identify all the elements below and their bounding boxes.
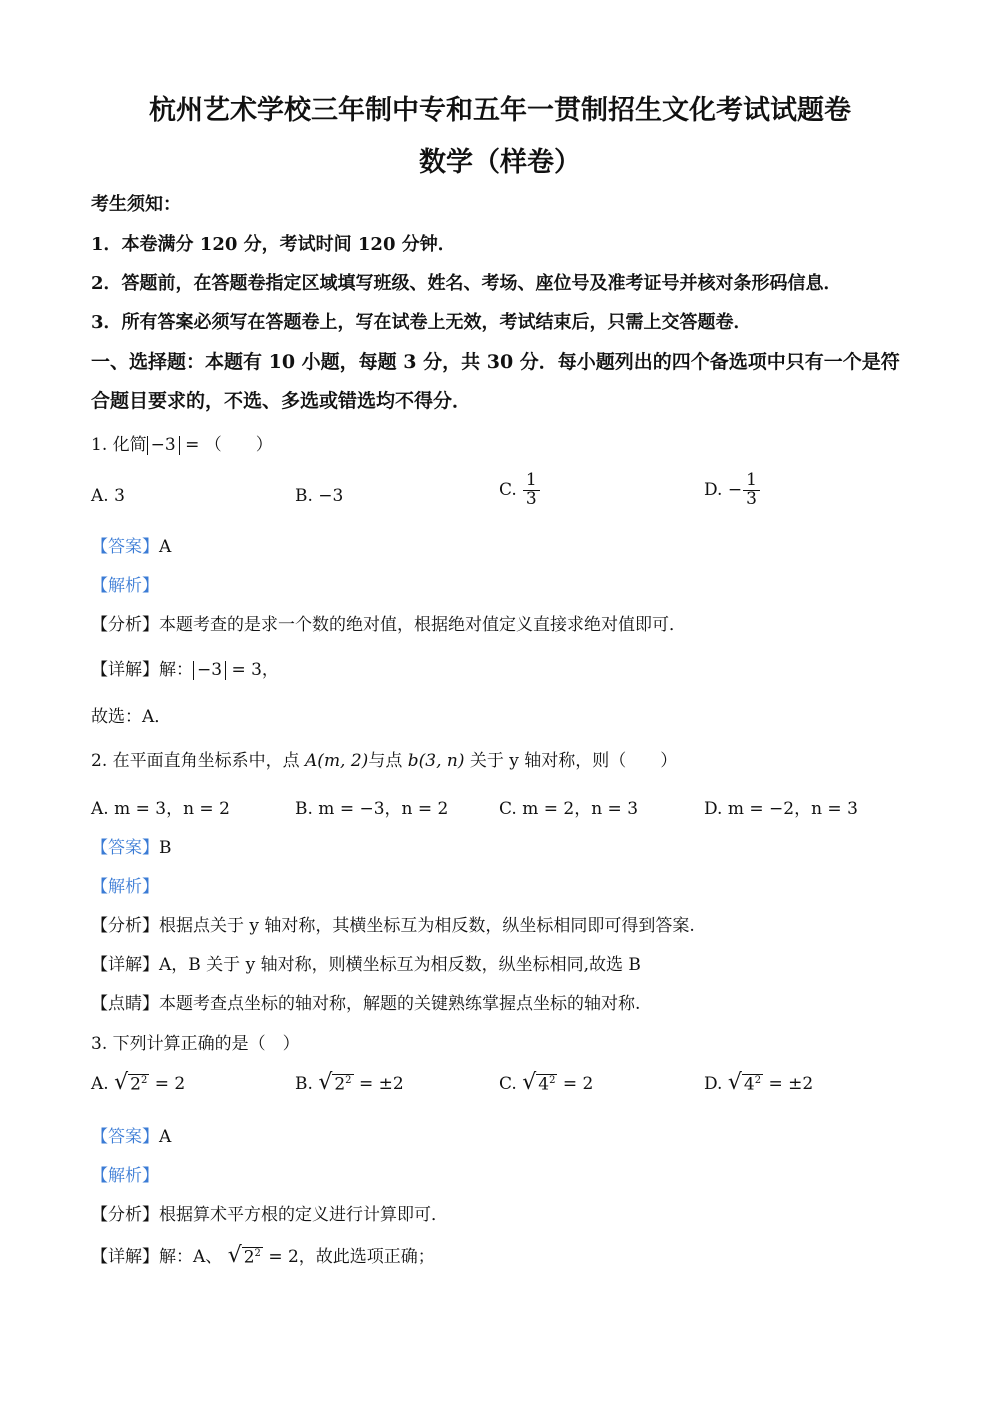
q2-option-b: B. m = −3，n = 2 [295, 799, 449, 819]
q2-explain [91, 872, 159, 897]
q1-conclusion: 故选：A． [91, 707, 172, 727]
q3-option-a-base: 2 [130, 1074, 141, 1095]
sqrt-icon: √ $2^2$ [114, 1070, 148, 1095]
q1-option-a: A. 3 [91, 486, 125, 506]
q3-option-b [295, 1072, 404, 1094]
q1-explain [91, 571, 159, 596]
q3-option-a [91, 1072, 185, 1094]
q1-option-c-label: C. [499, 479, 517, 500]
q1-detail [91, 655, 279, 680]
q1-equals: = [185, 435, 200, 455]
q1-detail-prefix: 解： [159, 660, 193, 680]
q1-stem-prefix: 1. 化简 [91, 435, 147, 455]
q3-detail-suffix: ，故此选项正确； [298, 1247, 435, 1267]
q3-analysis-text: 根据算术平方根的定义进行计算即可． [159, 1205, 448, 1225]
q1-option-c-denominator: 3 [525, 488, 537, 509]
q3-stem: 3. 下列计算正确的是（ ） [91, 1034, 300, 1054]
q1-option-c [499, 472, 540, 509]
q3-option-c-rhs: = 2 [562, 1074, 594, 1094]
q3-option-a-rhs: = 2 [154, 1074, 186, 1094]
q2-analysis [91, 911, 695, 936]
q2-detail [91, 950, 641, 975]
analysis-tag: 【分析】 [91, 615, 159, 635]
q3-option-c-label: C. [499, 1074, 517, 1094]
comment-tag: 【点睛】 [91, 994, 159, 1014]
analysis-tag: 【分析】 [91, 1205, 159, 1225]
q3-answer-value: A [159, 1127, 172, 1147]
answer-tag: 【答案】 [91, 1127, 159, 1147]
q3-option-d-label: D. [704, 1074, 723, 1094]
notice-item-3: 3．所有答案必须写在答题卷上，写在试卷上无效，考试结束后，只需上交答题卷． [91, 312, 752, 333]
sqrt-icon: √ $4^2$ [522, 1070, 556, 1095]
q3-analysis [91, 1200, 448, 1225]
q3-option-c [499, 1072, 593, 1094]
q2-stem-suffix: 关于 y 轴对称，则（ ） [469, 751, 678, 771]
q1-detail-rest: = 3， [231, 660, 279, 680]
q3-explain [91, 1161, 159, 1186]
q3-option-b-label: B. [295, 1074, 313, 1094]
detail-tag: 【详解】 [91, 660, 159, 680]
q2-stem-prefix: 2. 在平面直角坐标系中，点 [91, 751, 300, 771]
q1-option-c-fraction [523, 472, 540, 509]
q3-option-c-base: 4 [538, 1074, 550, 1095]
q1-answer [91, 532, 171, 557]
q1-analysis-text: 本题考查的是求一个数的绝对值，根据绝对值定义直接求绝对值即可． [159, 615, 686, 635]
q3-option-d-base: 4 [743, 1074, 755, 1095]
q1-analysis [91, 610, 686, 635]
explain-tag: 【解析】 [91, 1166, 159, 1186]
q3-detail-base: 2 [243, 1247, 255, 1268]
q1-option-d-fraction [743, 472, 760, 509]
q3-detail [91, 1242, 435, 1267]
q2-option-a: A. m = 3，n = 2 [91, 799, 230, 819]
page-title: 杭州艺术学校三年制中专和五年一贯制招生文化考试试题卷 [149, 95, 851, 126]
q2-comment [91, 989, 640, 1014]
q1-option-c-numerator: 1 [523, 472, 540, 491]
q3-exponent: 2 [254, 1247, 261, 1259]
q1-option-d-label: D. − [704, 479, 743, 500]
q3-option-a-label: A. [91, 1074, 109, 1094]
q2-stem-mid: 与点 [368, 751, 403, 771]
detail-tag: 【详解】 [91, 955, 159, 975]
q3-option-b-rhs: = ±2 [358, 1074, 404, 1094]
analysis-tag: 【分析】 [91, 916, 159, 936]
q2-option-c: C. m = 2，n = 3 [499, 799, 639, 819]
q1-option-d [704, 472, 760, 509]
notice-heading: 考生须知： [91, 194, 181, 215]
q3-exponent: 2 [549, 1074, 556, 1086]
q3-exponent: 2 [754, 1074, 762, 1086]
q2-analysis-text: 根据点关于 y 轴对称，其横坐标互为相反数，纵坐标相同即可得到答案. [159, 916, 695, 936]
q2-point-a: A(m, 2) [305, 751, 369, 771]
q2-option-d: D. m = −2，n = 3 [704, 799, 858, 819]
section-instructions-line1: 一、选择题：本题有 10 小题，每题 3 分，共 30 分．每小题列出的四个备选项中只有一个是符 [91, 351, 900, 373]
explain-tag: 【解析】 [91, 877, 159, 897]
q3-option-d-rhs: = ±2 [768, 1074, 814, 1094]
sqrt-icon: √ $2^2$ [318, 1070, 352, 1095]
q1-detail-abs: −3 [193, 661, 226, 680]
q1-paren: （ ） [204, 435, 273, 455]
q2-comment-text: 本题考查点坐标的轴对称，解题的关键熟练掌握点坐标的轴对称. [159, 994, 641, 1014]
q2-point-b: b(3, n) [407, 751, 465, 771]
q1-option-b: B. −3 [295, 486, 344, 506]
page-subtitle: 数学（样卷） [419, 147, 581, 178]
explain-tag: 【解析】 [91, 576, 159, 596]
q1-abs-expression: −3 [147, 436, 180, 455]
q3-option-b-base: 2 [334, 1074, 346, 1095]
sqrt-icon: √ $2^2$ [227, 1243, 261, 1268]
q2-answer-value: B [159, 838, 172, 858]
q1-answer-value: A [159, 537, 172, 557]
q2-stem [91, 746, 677, 771]
sqrt-icon: √ $4^2$ [727, 1070, 762, 1095]
q3-answer [91, 1122, 171, 1147]
q3-detail-prefix: 解：A、 [159, 1247, 223, 1267]
q2-detail-text: A，B 关于 y 轴对称，则横坐标互为相反数，纵坐标相同,故选 B [159, 955, 641, 975]
q1-option-d-numerator: 1 [743, 472, 760, 491]
notice-item-1: 1．本卷满分 120 分，考试时间 120 分钟． [91, 234, 456, 255]
section-instructions-line2: 合题目要求的，不选、多选或错选均不得分． [91, 390, 472, 412]
q3-exponent: 2 [345, 1074, 352, 1086]
answer-tag: 【答案】 [91, 838, 159, 858]
q1-option-d-denominator: 3 [746, 488, 757, 509]
detail-tag: 【详解】 [91, 1247, 159, 1267]
notice-item-2: 2．答题前，在答题卷指定区域填写班级、姓名、考场、座位号及准考证号并核对条形码信息． [91, 273, 842, 294]
q3-exponent: 2 [140, 1074, 148, 1086]
q3-detail-rhs: = 2 [268, 1247, 299, 1267]
q2-answer [91, 833, 172, 858]
q1-stem [91, 430, 273, 455]
q3-option-d [704, 1072, 813, 1094]
answer-tag: 【答案】 [91, 537, 159, 557]
